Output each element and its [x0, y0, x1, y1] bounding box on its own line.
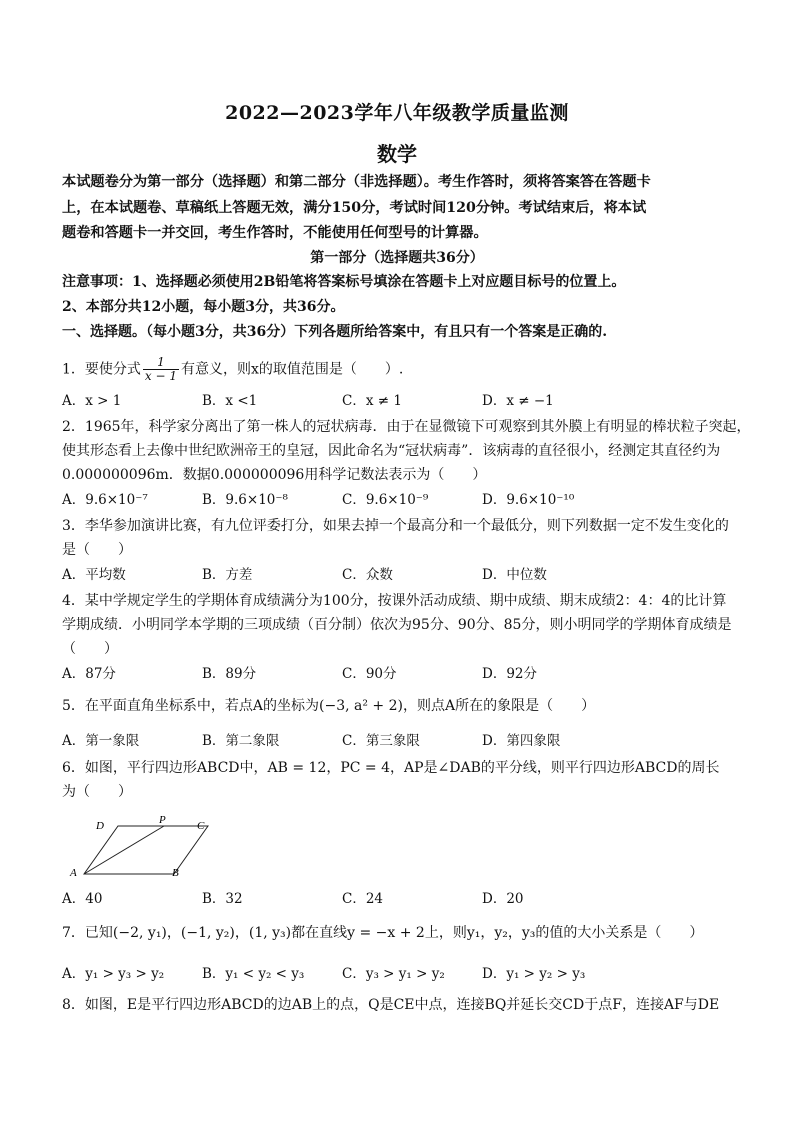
q1-post: 有意义，则x的取值范围是（ ）. [181, 361, 404, 378]
q6-line-2: 为（ ） [62, 784, 132, 800]
q2-line-3: 0.000000096m．数据0.000000096用科学记数法表示为（ ） [62, 467, 487, 483]
q5-option-d: D．第四象限 [482, 733, 561, 749]
q4-option-a: A．87分 [62, 666, 116, 682]
notice-1: 注意事项：1、选择题必须使用2B铅笔将答案标号填涂在答题卡上对应题目标号的位置上。 [62, 274, 626, 290]
label-p: P [159, 814, 166, 826]
q5-option-b: B．第二象限 [202, 733, 280, 749]
q1-frac-num: 1 [143, 356, 179, 370]
q4-line-2: 学期成绩．小明同学本学期的三项成绩（百分制）依次为95分、90分、85分，则小明同学的学期体育成绩是 [62, 617, 732, 633]
q2-option-c: C．9.6×10⁻⁹ [342, 492, 429, 508]
q7-text: 7．已知(−2, y₁)，(−1, y₂)，(1, y₃)都在直线y = −x + 2上，则y₁，y₂，y₃的值的大小关系是（ ） [62, 925, 704, 941]
exam-title: 2022—2023学年八年级教学质量监测 [225, 102, 569, 124]
q2-line-2: 使其形态看上去像中世纪欧洲帝王的皇冠，因此命名为“冠状病毒”．该病毒的直径很小，经测定其直径约为 [62, 443, 721, 459]
q1-option-a: A．x > 1 [62, 393, 122, 409]
segment-ap [84, 826, 164, 874]
q2-line-1: 2．1965年，科学家分离出了第一株人的冠状病毒．由于在显微镜下可观察到其外膜上有明显的棒状粒子突起， [62, 419, 751, 435]
parallelogram-abcd [84, 826, 208, 874]
q3-option-a: A．平均数 [62, 567, 126, 583]
q5-option-c: C．第三象限 [342, 733, 420, 749]
intro-line-1: 本试题卷分为第一部分（选择题）和第二部分（非选择题）。考生作答时，须将答案答在答题卡 [62, 174, 651, 190]
intro-line-2: 上，在本试题卷、草稿纸上答题无效，满分150分，考试时间120分钟。考试结束后，将本试 [62, 200, 647, 216]
q6-option-b: B．32 [202, 891, 243, 907]
q3-line-1: 3．李华参加演讲比赛，有九位评委打分，如果去掉一个最高分和一个最低分，则下列数据一定不发生变化的 [62, 518, 729, 534]
q3-option-b: B．方差 [202, 567, 253, 583]
intro-line-3: 题卷和答题卡一并交回，考生作答时，不能使用任何型号的计算器。 [62, 225, 488, 241]
q4-option-c: C．90分 [342, 666, 397, 682]
q1-option-d: D．x ≠ −1 [482, 393, 554, 409]
q3-line-2: 是（ ） [62, 542, 132, 558]
q4-line-3: （ ） [62, 641, 118, 657]
q2-option-d: D．9.6×10⁻¹⁰ [482, 492, 575, 508]
q1-pre: 1．要使分式 [62, 361, 141, 378]
part1-heading: 第一部分（选择题共36分） [310, 250, 484, 266]
q1-fraction [143, 356, 179, 383]
label-a: A [70, 867, 77, 879]
q1-frac-den: x − 1 [144, 369, 178, 383]
q5-option-a: A．第一象限 [62, 733, 140, 749]
q4-option-d: D．92分 [482, 666, 538, 682]
q3-option-c: C．众数 [342, 567, 393, 583]
q4-line-1: 4．某中学规定学生的学期体育成绩满分为100分，按课外活动成绩、期中成绩、期末成绩2：4：4的比计算 [62, 593, 727, 609]
question-1 [62, 356, 742, 383]
q4-option-b: B．89分 [202, 666, 257, 682]
q5-text: 5．在平面直角坐标系中，若点A的坐标为(−3, a² + 2)，则点A所在的象限是（ ） [62, 698, 596, 714]
q1-option-c: C．x ≠ 1 [342, 393, 402, 409]
q6-option-a: A．40 [62, 891, 103, 907]
q8-text: 8．如图，E是平行四边形ABCD的边AB上的点，Q是CE中点，连接BQ并延长交CD于点F，连接AF与DE [62, 997, 720, 1013]
q7-option-b: B．y₁ < y₂ < y₃ [202, 966, 305, 982]
q7-option-c: C．y₃ > y₁ > y₂ [342, 966, 445, 982]
q1-option-b: B．x <1 [202, 393, 258, 409]
subject-title: 数学 [377, 142, 417, 166]
q6-line-1: 6．如图，平行四边形ABCD中，AB = 12，PC = 4，AP是∠DAB的平分线，则平行四边形ABCD的周长 [62, 760, 720, 776]
label-b: B [172, 867, 179, 879]
section-heading: 一、选择题。（每小题3分，共36分）下列各题所给答案中，有且只有一个答案是正确的. [62, 324, 608, 340]
label-c: C [197, 820, 205, 832]
q7-option-a: A．y₁ > y₃ > y₂ [62, 966, 165, 982]
q3-option-d: D．中位数 [482, 567, 547, 583]
q6-option-d: D．20 [482, 891, 524, 907]
q2-option-b: B．9.6×10⁻⁸ [202, 492, 288, 508]
q7-option-d: D．y₁ > y₂ > y₃ [482, 966, 586, 982]
q2-option-a: A．9.6×10⁻⁷ [62, 492, 148, 508]
parallelogram-figure [62, 814, 222, 880]
label-d: D [96, 820, 104, 832]
q6-option-c: C．24 [342, 891, 384, 907]
notice-2: 2、本部分共12小题，每小题3分，共36分。 [62, 299, 345, 315]
